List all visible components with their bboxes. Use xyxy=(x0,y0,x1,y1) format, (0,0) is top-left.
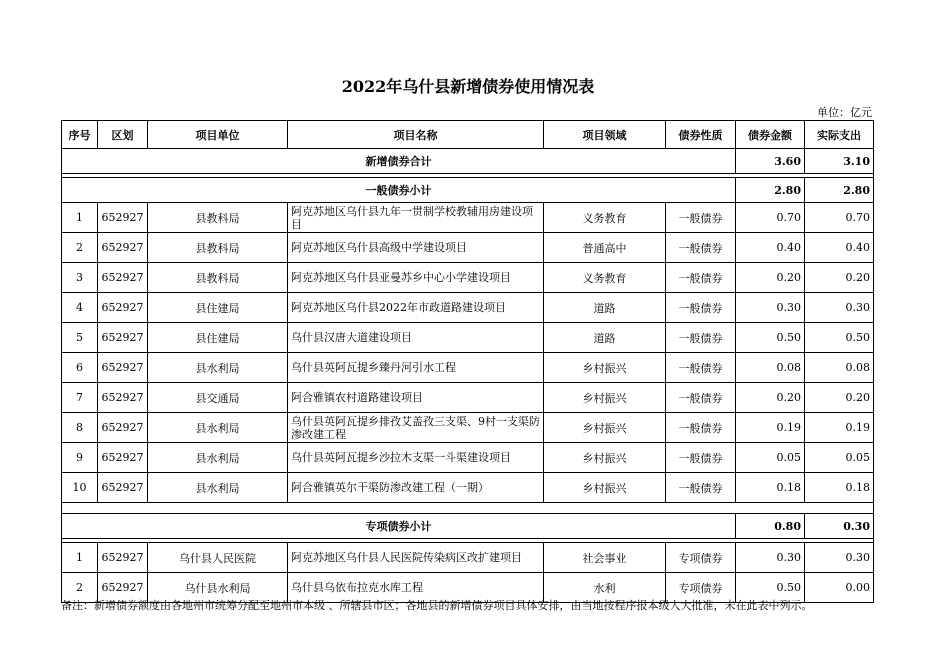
row-amount: 0.18 xyxy=(736,473,805,503)
row-number: 1 xyxy=(62,203,98,233)
footnote: 备注：新增债券额度由各地州市统筹分配至地州市本级 、所辖县市区；各地县的新增债券项目具体安排，由当地按程序报本级人大批准，未在此表中列示。 xyxy=(61,599,813,612)
table-row xyxy=(62,413,874,443)
row-bond-type: 专项债券 xyxy=(666,543,736,573)
row-spent: 0.20 xyxy=(805,383,874,413)
row-amount: 0.70 xyxy=(736,203,805,233)
row-region: 652927 xyxy=(98,413,148,443)
row-region: 652927 xyxy=(98,443,148,473)
row-number: 5 xyxy=(62,323,98,353)
row-amount: 0.50 xyxy=(736,323,805,353)
special-subtotal-row xyxy=(62,514,874,539)
row-number: 8 xyxy=(62,413,98,443)
row-unit: 县住建局 xyxy=(148,323,288,353)
row-project-name: 阿克苏地区乌什县高级中学建设项目 xyxy=(288,233,544,263)
row-bond-type: 一般债券 xyxy=(666,473,736,503)
row-number: 9 xyxy=(62,443,98,473)
row-bond-type: 一般债券 xyxy=(666,293,736,323)
row-amount: 0.20 xyxy=(736,383,805,413)
row-number: 7 xyxy=(62,383,98,413)
row-number: 1 xyxy=(62,543,98,573)
header-no: 序号 xyxy=(62,121,98,149)
row-unit: 县住建局 xyxy=(148,293,288,323)
row-unit: 县水利局 xyxy=(148,353,288,383)
row-unit: 乌什县水利局 xyxy=(148,573,288,603)
header-region: 区划 xyxy=(98,121,148,149)
row-field: 义务教育 xyxy=(544,263,666,293)
table-row xyxy=(62,263,874,293)
row-project-name: 阿合雅镇英尔干渠防渗改建工程（一期） xyxy=(288,473,544,503)
row-field: 乡村振兴 xyxy=(544,383,666,413)
row-bond-type: 一般债券 xyxy=(666,413,736,443)
row-bond-type: 一般债券 xyxy=(666,263,736,293)
row-number: 10 xyxy=(62,473,98,503)
row-field: 道路 xyxy=(544,293,666,323)
row-region: 652927 xyxy=(98,383,148,413)
row-project-name: 乌什县汉唐大道建设项目 xyxy=(288,323,544,353)
row-spent: 0.18 xyxy=(805,473,874,503)
unit-label: 单位：亿元 xyxy=(817,106,872,119)
row-amount: 0.08 xyxy=(736,353,805,383)
row-project-name: 乌什县英阿瓦提乡臻丹河引水工程 xyxy=(288,353,544,383)
row-project-name: 阿合雅镇农村道路建设项目 xyxy=(288,383,544,413)
row-field: 乡村振兴 xyxy=(544,443,666,473)
table-row xyxy=(62,443,874,473)
row-region: 652927 xyxy=(98,263,148,293)
row-amount: 0.19 xyxy=(736,413,805,443)
row-spent: 0.30 xyxy=(805,293,874,323)
row-field: 道路 xyxy=(544,323,666,353)
table-row xyxy=(62,383,874,413)
row-field: 乡村振兴 xyxy=(544,353,666,383)
total-row xyxy=(62,149,874,174)
general-subtotal-label: 一般债券小计 xyxy=(62,178,736,203)
row-project-name: 阿克苏地区乌什县人民医院传染病区改扩建项目 xyxy=(288,543,544,573)
row-bond-type: 专项债券 xyxy=(666,573,736,603)
row-amount: 0.20 xyxy=(736,263,805,293)
header-field: 项目领域 xyxy=(544,121,666,149)
row-unit: 县教科局 xyxy=(148,203,288,233)
row-unit: 乌什县人民医院 xyxy=(148,543,288,573)
header-type: 债券性质 xyxy=(666,121,736,149)
row-number: 2 xyxy=(62,573,98,603)
row-number: 4 xyxy=(62,293,98,323)
row-number: 2 xyxy=(62,233,98,263)
row-spent: 0.40 xyxy=(805,233,874,263)
table-row xyxy=(62,473,874,503)
total-amount: 3.60 xyxy=(736,149,805,174)
row-unit: 县教科局 xyxy=(148,233,288,263)
row-unit: 县教科局 xyxy=(148,263,288,293)
table-row xyxy=(62,293,874,323)
table-row xyxy=(62,233,874,263)
row-bond-type: 一般债券 xyxy=(666,383,736,413)
general-subtotal-spent: 2.80 xyxy=(805,178,874,203)
row-spent: 0.19 xyxy=(805,413,874,443)
row-spent: 0.50 xyxy=(805,323,874,353)
table-row xyxy=(62,203,874,233)
row-amount: 0.05 xyxy=(736,443,805,473)
row-region: 652927 xyxy=(98,233,148,263)
row-field: 乡村振兴 xyxy=(544,473,666,503)
row-project-name: 阿克苏地区乌什县2022年市政道路建设项目 xyxy=(288,293,544,323)
row-project-name: 阿克苏地区乌什县九年一贯制学校教辅用房建设项目 xyxy=(288,203,544,233)
row-field: 义务教育 xyxy=(544,203,666,233)
row-spent: 0.30 xyxy=(805,543,874,573)
row-number: 6 xyxy=(62,353,98,383)
row-amount: 0.30 xyxy=(736,293,805,323)
row-unit: 县水利局 xyxy=(148,473,288,503)
row-bond-type: 一般债券 xyxy=(666,323,736,353)
row-spent: 0.05 xyxy=(805,443,874,473)
general-subtotal-row xyxy=(62,178,874,203)
row-spent: 0.00 xyxy=(805,573,874,603)
row-field: 普通高中 xyxy=(544,233,666,263)
special-subtotal-amount: 0.80 xyxy=(736,514,805,539)
row-project-name: 乌什县英阿瓦提乡沙拉木支渠一斗渠建设项目 xyxy=(288,443,544,473)
row-project-name: 阿克苏地区乌什县亚曼苏乡中心小学建设项目 xyxy=(288,263,544,293)
header-spent: 实际支出 xyxy=(805,121,874,149)
row-region: 652927 xyxy=(98,323,148,353)
row-project-name: 乌什县英阿瓦提乡排孜艾盖孜三支渠、9村一支渠防渗改建工程 xyxy=(288,413,544,443)
row-unit: 县水利局 xyxy=(148,443,288,473)
row-region: 652927 xyxy=(98,293,148,323)
row-region: 652927 xyxy=(98,353,148,383)
row-bond-type: 一般债券 xyxy=(666,233,736,263)
row-unit: 县水利局 xyxy=(148,413,288,443)
total-spent: 3.10 xyxy=(805,149,874,174)
row-spent: 0.20 xyxy=(805,263,874,293)
bond-table xyxy=(61,120,874,603)
general-subtotal-amount: 2.80 xyxy=(736,178,805,203)
header-unit: 项目单位 xyxy=(148,121,288,149)
row-region: 652927 xyxy=(98,573,148,603)
row-project-name: 乌什县乌依布拉克水库工程 xyxy=(288,573,544,603)
total-label: 新增债券合计 xyxy=(62,149,736,174)
table-row xyxy=(62,323,874,353)
row-field: 乡村振兴 xyxy=(544,413,666,443)
row-bond-type: 一般债券 xyxy=(666,353,736,383)
row-amount: 0.30 xyxy=(736,543,805,573)
row-bond-type: 一般债券 xyxy=(666,203,736,233)
row-spent: 0.70 xyxy=(805,203,874,233)
row-number: 3 xyxy=(62,263,98,293)
row-region: 652927 xyxy=(98,543,148,573)
header-row xyxy=(62,121,874,149)
special-subtotal-label: 专项债券小计 xyxy=(62,514,736,539)
row-amount: 0.50 xyxy=(736,573,805,603)
row-amount: 0.40 xyxy=(736,233,805,263)
row-field: 社会事业 xyxy=(544,543,666,573)
header-name: 项目名称 xyxy=(288,121,544,149)
page-title: 2022年乌什县新增债券使用情况表 xyxy=(341,77,595,96)
row-bond-type: 一般债券 xyxy=(666,443,736,473)
row-spent: 0.08 xyxy=(805,353,874,383)
table-row xyxy=(62,543,874,573)
row-unit: 县交通局 xyxy=(148,383,288,413)
row-region: 652927 xyxy=(98,473,148,503)
special-subtotal-spent: 0.30 xyxy=(805,514,874,539)
row-region: 652927 xyxy=(98,203,148,233)
table-row xyxy=(62,353,874,383)
header-amount: 债券金额 xyxy=(736,121,805,149)
row-field: 水利 xyxy=(544,573,666,603)
